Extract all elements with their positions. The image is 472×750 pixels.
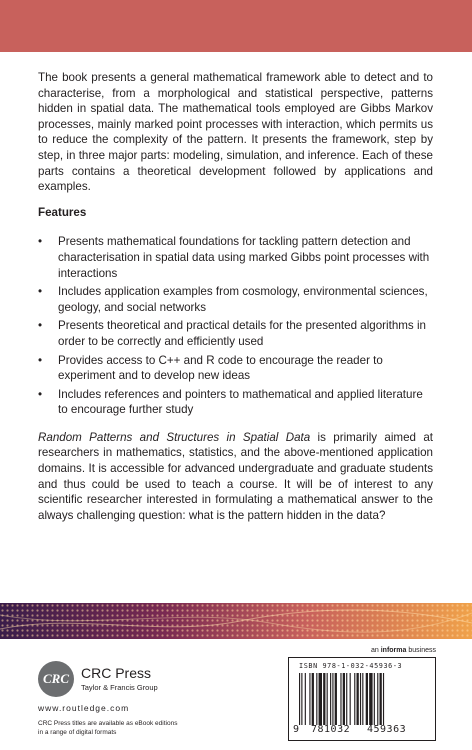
feature-item: • Presents mathematical foundations for tackling pattern detection and characterisation in spatial data using marked Gibbs point processes with interactions	[38, 235, 430, 280]
bullet-icon: •	[38, 235, 43, 249]
book-title: Random Patterns and Structures in Spatial Data	[38, 430, 311, 444]
bullet-icon: •	[38, 319, 43, 333]
top-color-band	[0, 0, 472, 52]
crc-logo	[38, 661, 74, 697]
features-list	[38, 234, 433, 418]
feature-item: • Presents theoretical and practical details for the presented algorithms in order to be correctly and efficiently used	[38, 319, 426, 348]
feature-item: • Includes references and pointers to mathematical and applied literature to encourage further study	[38, 387, 423, 417]
feature-item: • Provides access to C++ and R code to encourage the reader to experiment and to develop new ideas	[38, 353, 383, 383]
crc-logo-text: CRC	[42, 671, 69, 686]
isbn-label: ISBN 978-1-032-45936-3	[299, 662, 403, 670]
publisher-url: www.routledge.com	[38, 703, 130, 713]
feature-item: • Includes application examples from cosmology, environmental sciences, geology, and social networks	[38, 285, 428, 314]
publisher-block	[81, 665, 158, 692]
audience-text: is primarily aimed at researchers in mathematics, statistics, and the above-mentioned application domains. It is accessible for advanced undergraduate and graduate students and thus could be used to teach a course. It will be of interest to any scientific researcher interested in formulating a mathematical answer to the always challenging question: what is the pattern hidden in the data?	[38, 430, 433, 522]
informa-business-label: an informa business	[371, 647, 436, 654]
barcode-box: ISBN 978-1-032-45936-3 9 781032 459363	[288, 657, 436, 741]
audience-paragraph	[38, 430, 433, 524]
publisher-name: CRC Press	[81, 665, 152, 681]
decorative-wave-band	[0, 603, 472, 639]
barcode-bars	[299, 673, 425, 725]
bullet-icon: •	[38, 387, 43, 401]
ebook-note: CRC Press titles are available as eBook editions in a range of digital formats	[38, 720, 178, 736]
bullet-icon: •	[38, 285, 43, 299]
back-cover-text	[38, 70, 433, 523]
publisher-group: Taylor & Francis Group	[81, 683, 158, 692]
description-paragraph: The book presents a general mathematical framework able to detect and to characterise, from a morphological and statistical perspective, patterns hidden in spatial data. The mathematical tools employed are Gibbs Markov processes, mainly marked point processes with interaction, which permits us to reduce the complexity of the pattern. It presents the framework, step by step, in three major parts: modeling, simulation, and inference. Each of these parts contains a theoretical development followed by applications and examples.	[38, 71, 433, 194]
features-heading: Features	[38, 205, 87, 219]
bullet-icon: •	[38, 353, 43, 367]
